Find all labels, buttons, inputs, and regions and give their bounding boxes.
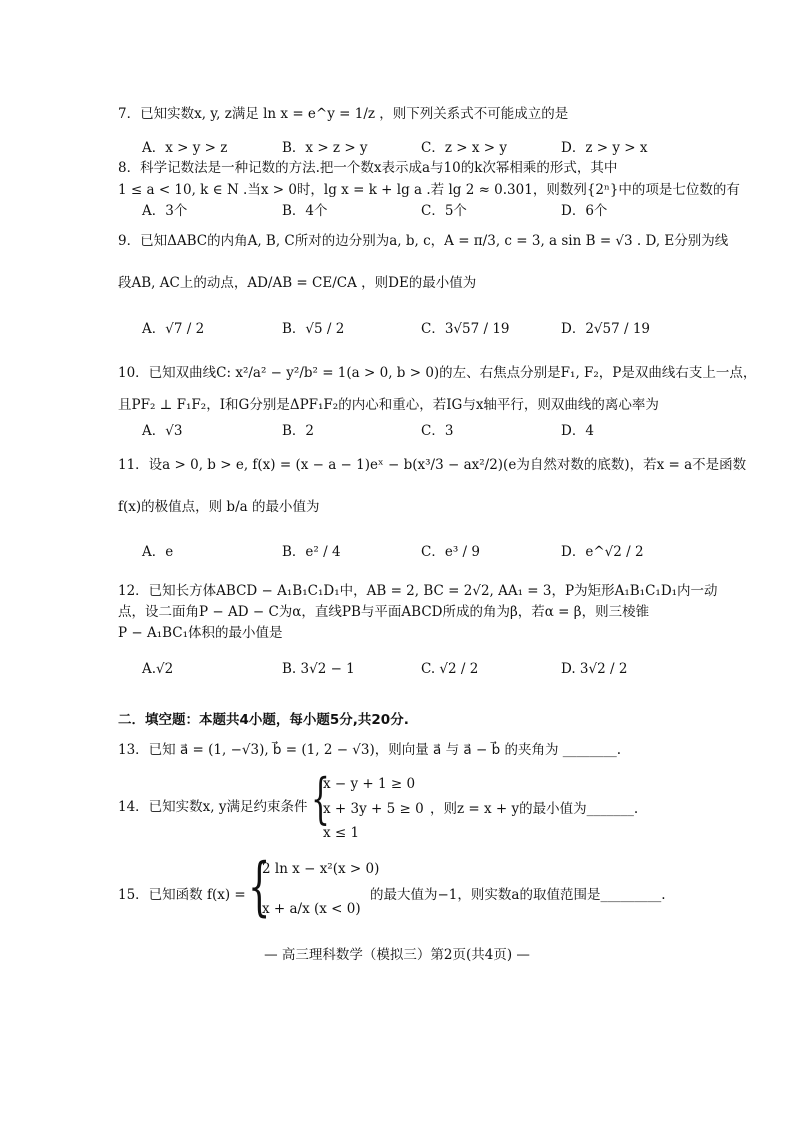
q9-option-c: C．3√57 / 19 xyxy=(421,321,510,337)
q9-option-b: B．√5 / 2 xyxy=(282,321,345,337)
q8-option-d: D．6个 xyxy=(561,203,608,219)
q14-suffix: ，则z = x + y的最小值为_______. xyxy=(430,801,639,817)
q7-option-c: C．z > x > y xyxy=(421,140,507,156)
q11-line1: 11．设a > 0, b > e, f(x) = (x − a − 1)eˣ − b(x³/3 − ax²/2)(e为自然对数的底数)，若x = a不是函数 xyxy=(118,457,747,473)
q7-option-b: B．x > z > y xyxy=(282,140,368,156)
page-footer: — 高三理科数学（模拟三）第2页(共4页) — xyxy=(264,947,530,963)
q10-option-a: A．√3 xyxy=(142,423,183,439)
q14-condition-3: x ≤ 1 xyxy=(323,825,360,841)
q15-suffix: 的最大值为−1，则实数a的取值范围是_________. xyxy=(370,887,666,903)
q10-line2: 且PF₂ ⊥ F₁F₂，I和G分别是ΔPF₁F₂的内心和重心，若IG与x轴平行，则双曲线的离心率为 xyxy=(118,397,659,413)
q15-prefix: 15．已知函数 f(x) = xyxy=(118,887,246,903)
q15-case-1: 2 ln x − x²(x > 0) xyxy=(262,861,380,877)
q12-option-b: B. 3√2 − 1 xyxy=(282,661,355,677)
q12-option-c: C. √2 / 2 xyxy=(421,661,479,677)
q7-option-a: A．x > y > z xyxy=(142,140,228,156)
q10-option-c: C．3 xyxy=(421,423,454,439)
q12-line3: P − A₁BC₁体积的最小值是 xyxy=(118,625,283,641)
q8-option-a: A．3个 xyxy=(142,203,188,219)
q9-line2: 段AB, AC上的动点，AD/AB = CE/CA ，则DE的最小值为 xyxy=(118,275,477,291)
q11-option-d: D．e^√2 / 2 xyxy=(561,544,644,560)
q14-prefix: 14．已知实数x, y满足约束条件 xyxy=(118,799,308,815)
q8-option-b: B．4个 xyxy=(282,203,328,219)
q12-option-d: D. 3√2 / 2 xyxy=(561,661,628,677)
q9-option-d: D．2√57 / 19 xyxy=(561,321,651,337)
q8-line1: 8．科学记数法是一种记数的方法.把一个数x表示成a与10的k次幂相乘的形式，其中 xyxy=(118,160,618,176)
q9-option-a: A．√7 / 2 xyxy=(142,321,205,337)
q13-stem: 13．已知 a⃗ = (1, −√3), b⃗ = (1, 2 − √3)，则向量 a⃗ 与 a⃗ − b⃗ 的夹角为 ________. xyxy=(118,742,622,758)
q8-option-c: C．5个 xyxy=(421,203,467,219)
q14-condition-1: x − y + 1 ≥ 0 xyxy=(323,776,416,792)
q9-line1: 9．已知ΔABC的内角A, B, C所对的边分别为a, b, c，A = π/3, c = 3, a sin B = √3 . D, E分别为线 xyxy=(118,233,729,249)
q12-option-a: A.√2 xyxy=(142,661,174,677)
q11-line2: f(x)的极值点，则 b/a 的最小值为 xyxy=(118,499,320,515)
q12-line1: 12．已知长方体ABCD − A₁B₁C₁D₁中，AB = 2, BC = 2√2, AA₁ = 3，P为矩形A₁B₁C₁D₁内一动 xyxy=(118,583,718,599)
q11-option-b: B．e² / 4 xyxy=(282,544,341,560)
q10-option-d: D．4 xyxy=(561,423,594,439)
q7-stem: 7．已知实数x, y, z满足 ln x = e^y = 1/z ，则下列关系式不可能成立的是 xyxy=(118,106,569,122)
q7-option-d: D．z > y > x xyxy=(561,140,648,156)
q10-line1: 10．已知双曲线C: x²/a² − y²/b² = 1(a > 0, b > 0)的左、右焦点分别是F₁, F₂，P是双曲线右支上一点， xyxy=(118,365,757,381)
q14-condition-2: x + 3y + 5 ≥ 0 xyxy=(323,801,424,817)
q15-case-2: x + a/x (x < 0) xyxy=(262,901,361,917)
q12-line2: 点，设二面角P − AD − C为α，直线PB与平面ABCD所成的角为β，若α = β，则三棱锥 xyxy=(118,604,650,620)
q10-option-b: B．2 xyxy=(282,423,315,439)
q11-option-c: C．e³ / 9 xyxy=(421,544,480,560)
q14-brace: { xyxy=(311,767,330,830)
q11-option-a: A．e xyxy=(142,544,174,560)
q15-brace: { xyxy=(248,850,271,924)
section-heading: 二．填空题：本题共4小题，每小题5分,共20分. xyxy=(118,712,409,728)
q8-line2: 1 ≤ a < 10, k ∈ N .当x > 0时，lg x = k + lg a .若 lg 2 ≈ 0.301，则数列{2ⁿ}中的项是七位数的有 xyxy=(118,182,740,198)
